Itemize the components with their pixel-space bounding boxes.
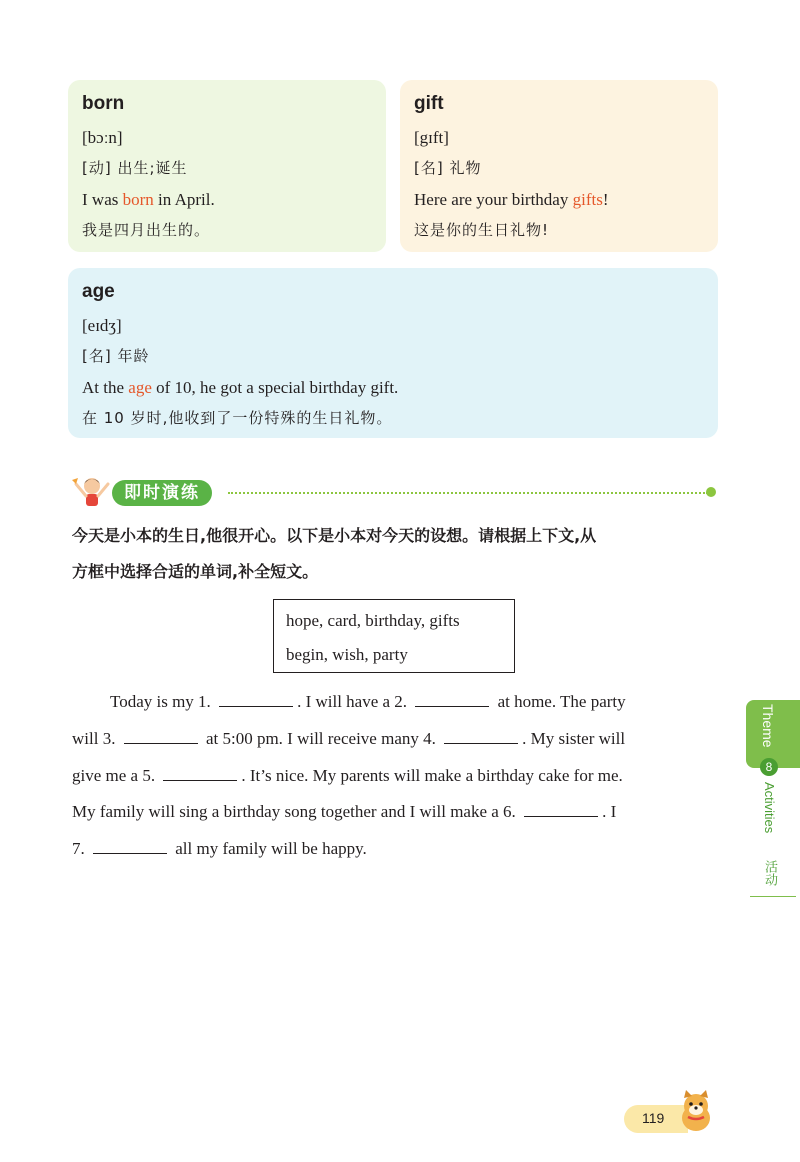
vocab-translation: 在 10 岁时,他收到了一份特殊的生日礼物。 [82,409,393,427]
word-bank-line: hope, card, birthday, gifts [286,611,460,630]
side-tab-number: 8 [760,758,778,776]
dotted-divider [228,492,708,494]
side-tab-activities: Activities [762,782,777,834]
example-text: ! [602,190,609,209]
page-number: 119 [642,1110,665,1126]
practice-header [68,474,718,510]
blank-3[interactable] [124,729,198,744]
vocab-translation: 这是你的生日礼物! [414,221,550,239]
example-text: in April. [153,190,215,209]
vocab-phonetic: [bɔːn] [82,128,123,147]
vocab-example [414,184,704,215]
vocab-example [82,372,704,403]
puppy-icon [672,1088,720,1134]
passage-text: Today is my 1. [110,692,211,711]
word-bank-box [273,599,515,673]
example-text: Here are your birthday [414,190,573,209]
example-highlight: born [122,190,154,209]
example-highlight: gifts [572,190,603,209]
blank-1[interactable] [219,692,293,707]
vocab-word: gift [414,93,444,114]
passage-text: at home. The party [493,692,626,711]
instructions-line: 方框中选择合适的单词,补全短文。 [72,562,319,581]
passage-text: . I will have a 2. [297,692,408,711]
blank-4[interactable] [444,729,518,744]
passage-text: give me a 5. [72,765,156,785]
side-tab-underline [750,896,796,897]
example-text: At the [82,378,129,397]
blank-2[interactable] [415,692,489,707]
passage-line [72,794,718,831]
vocab-card-born [68,80,386,252]
vocab-word: age [82,281,115,302]
example-highlight: age [128,378,152,397]
vocab-part-of-speech: [名] 年龄 [82,347,150,365]
instructions-line: 今天是小本的生日,他很开心。以下是小本对今天的设想。请根据上下文,从 [72,526,597,545]
passage-text: . My sister will [522,728,626,748]
vocab-part-of-speech: [名] 礼物 [414,159,482,177]
practice-instructions [72,518,720,590]
side-tab-theme: Theme [760,704,776,748]
passage-line [72,721,718,758]
practice-title: 即时演练 [112,480,212,506]
blank-5[interactable] [163,766,237,781]
passage-text: . It’s nice. My parents will make a birthday cake for me. [241,765,623,785]
passage-text: My family will sing a birthday song together and I will make a 6. [72,802,516,822]
passage-line [72,684,718,721]
vocab-part-of-speech: [动] 出生;诞生 [82,159,188,177]
blank-6[interactable] [524,802,598,817]
vocab-card-age [68,268,718,438]
vocab-translation: 我是四月出生的。 [82,221,211,239]
passage-line [72,831,718,868]
cheering-kid-icon [68,474,118,510]
example-text: I was [82,190,123,209]
vocab-card-gift [400,80,718,252]
vocab-example [82,184,372,215]
passage-text: will 3. [72,728,116,748]
passage-line [72,758,718,795]
word-bank-line: begin, wish, party [286,645,408,664]
blank-7[interactable] [93,839,167,854]
vocab-phonetic: [gɪft] [414,128,449,147]
vocab-word: born [82,93,125,114]
passage-text: . I [602,802,617,822]
passage-text: at 5:00 pm. I will receive many 4. [201,728,436,748]
cloze-passage [72,684,718,868]
example-text: of 10, he got a special birthday gift. [151,378,399,397]
divider-end-dot [706,487,716,497]
side-tab-chinese: 活动 [762,860,777,886]
passage-text: all my family will be happy. [171,839,367,859]
theme-side-tab [746,700,800,900]
vocab-phonetic: [eɪdʒ] [82,316,122,335]
passage-text: 7. [72,839,85,859]
